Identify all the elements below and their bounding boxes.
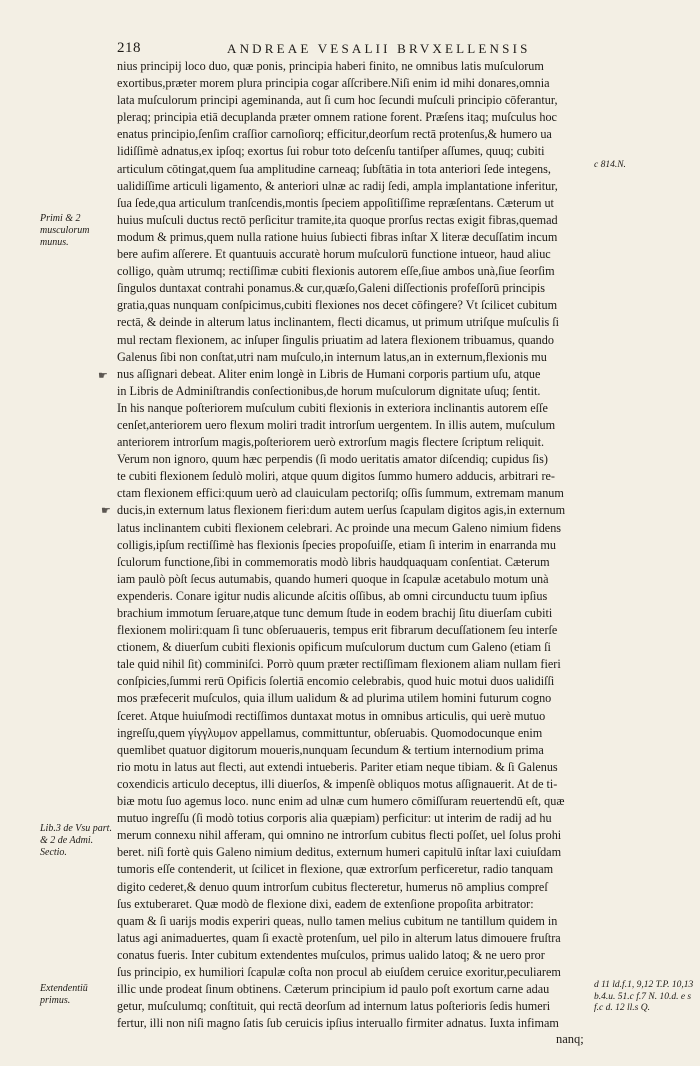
text-line: brachium immotum ſeruare,atque tunc demum ſtude in eodem brachij ſitu diuerſam cubiti: [117, 606, 553, 620]
text-line: merum connexu nihil afferam, qui omnino ne introrſum cubitus flecti poſſet, uel ſolus prohi: [117, 828, 562, 843]
text-line: mul rectam flexionem, ac inſuper ſingulis priuatim ad latera flexionem tribuamus, quando: [117, 332, 554, 347]
text-line: conatus fueris. Inter cubitum extendentes muſculos, primus ualido latoq; & ne uero pror: [117, 947, 545, 962]
text-line: mutuo ingreſſu (ſi modò totius corporis alia quæpiam) perficitur: ut interim de radij ad hu: [117, 811, 552, 826]
text-line: illic unde prodeat ſinum obtinens. Cæterum principium id paulo poſt exortum carne adau: [117, 982, 550, 997]
text-line: bere aufim aſſerere. Et quantuuis accuratè horum muſculorū functione intueor, haud aliuc: [117, 247, 551, 262]
text-line: lidiſſimè adnatus,ex ipſoq; exortus ſui robur toto deſcenſu tantiſper aſſumes, quuq; cubiti: [117, 144, 545, 159]
text-line: colligis,ipſum rectiſſimè has flexionis ſpecies propoſuiſſe, etiam ſi interim in enarranda mu: [117, 537, 556, 552]
manicule-mark: ☛: [98, 370, 108, 382]
text-line: ingreſſu,quem γίγγλυμον appellamus, committuntur, obſeruabis. Quomodocunque enim: [117, 725, 543, 740]
text-line: exortibus,præter morem plura principia cogar aſſcribere.Niſi enim id mihi donares,omnia: [117, 76, 550, 91]
text-line: ctionem, & diuerſum cubiti flexionis opificum muſculorum ductum cum Galeno (etiam ſi: [117, 640, 551, 655]
text-line: gratia,quas nunquam conſpicimus,cubiti flexiones nos decet cōfingere? Vt ſcilicet cubitum: [117, 298, 558, 313]
text-line: biæ motu ſuo agemus loco. nunc enim ad ulnæ cum humero cōmiſſuram reuertendū eſt, quæ: [117, 794, 565, 809]
margin-note: Lib.3 de Vsu part. & 2 de Admi. Sectio.: [40, 823, 112, 858]
text-line: articulum cōtingat,quem ſua amplitudine carneaq; ſubſtātia in tota anteriori ſede integens,: [117, 161, 551, 176]
text-line: ualidiſſime articuli ligamento, & anteriori ulnæ ac radij ſedi, ampla implantatione inferitur,: [117, 178, 558, 193]
text-line: mos præfecerit muſculos, quia illum ualidum & ad plurima utilem homini futurum cogno: [117, 691, 552, 706]
text-line: iam paulò pòſt ſecus autumabis, quando humeri quoque in ſcapulæ acetabulo motum unà: [117, 571, 549, 586]
text-line: lata muſculorum principi ageminanda, aut ſi cum hoc ſecundi muſculi principio cōferantur,: [117, 93, 558, 108]
text-line: expenderis. Conare igitur nudis alicunde aſcitis oſſibus, ab omni circunductu tuum ipſius: [117, 588, 548, 603]
text-line: te cubiti flexionem ſedulò moliri, atque quum digitos ſummo humero adducis, arbitrari re-: [117, 469, 555, 484]
text-line: conſpicies,ſummi rerū Opificis ſolertiā encomio celebrabis, quod huic motui duos ualidiſſi: [117, 674, 555, 689]
text-line: flexionem moliri:quam ſi tunc obſeruaueris, tempus erit fibrarum decuſſationem ſeu interſe: [117, 623, 558, 638]
text-line: Verum non ignoro, quum hæc perpendis (ſi modo ueritatis amator diſcendiq; cupidus ſis): [117, 452, 548, 467]
text-line: nus aſſignari debeat. Aliter enim longè in Libris de Humani corporis partium uſu, atque: [117, 366, 541, 381]
text-line: coxendicis articulo deceptus, illi diuerſos, & impenſè obliquos motus aſſignauerit. At de ti-: [117, 776, 558, 791]
text-line: tale quid nihil ſit) comminiſci. Porrò quum præter rectiſſimam flexionem aliam nullam fieri: [117, 657, 561, 672]
margin-note: d 11 ld.f.1, 9,12 T.P. 10,13 b.4.u. 51.c f.7 N. 10.d. e s f.c d. 12 ll.s Q.: [594, 980, 694, 1013]
text-line: latus inclinantem cubiti flexionem celebrari. Ac proinde una mecum Galeno nimium fidens: [117, 520, 562, 535]
text-line: quam & ſi uarijs modis experiri queas, nullo tamen melius cubitum ne tantillum quidem in: [117, 913, 558, 928]
text-line: colligo, quàm utrumq; rectiſſimæ cubiti flexionis autorem eſſe,ſiue ambos unà,ſiue ſeorſim: [117, 264, 555, 279]
page-header: [117, 40, 587, 60]
text-line: quemlibet quatuor digitorum moueris,nunquam ſecundum & tertium internodium prima: [117, 742, 544, 757]
text-line: nius principij loco duo, quæ ponis, principia haberi finito, ne omnibus latis muſculorum: [117, 59, 544, 73]
text-line: beret. niſi fortè quis Galeno nimium deditus, externum humeri capitulū inſtar laxi cuiuſdam: [117, 845, 562, 860]
text-line: pleraq; principia etiā decuplanda præter omnem ratione forent. Præſens itaq; muſculus hoc: [117, 110, 557, 125]
text-line: ſculorum functione,ſibi in commemoratis modò libris haudquaquam conſentiat. Cæterum: [117, 554, 550, 569]
catchword: nanq;: [556, 1032, 584, 1046]
text-line: rectā, & deinde in alterum latus inclinantem, flecti dicamus, ut primum utriſque muſculis ſi: [117, 315, 560, 330]
running-title: ANDREAE VESALII BRVXELLENSIS: [227, 41, 531, 56]
margin-note: Extendentiū primus.: [40, 983, 88, 1006]
text-line: in Libris de Adminiſtrandis conſectionibus,de horum muſculorum dignitate uſuq; ſentit.: [117, 383, 541, 398]
text-line: tumoris eſſe contenderit, ut ſcilicet in flexione, quæ extrorſum perficeretur, radio tanquam: [117, 862, 554, 877]
text-line: ſus extuberaret. Quæ modò de flexione dixi, eadem de extenſione propoſita arbitrator:: [117, 896, 534, 911]
manicule-mark: ☛: [101, 505, 111, 517]
text-line: anteriorem introrſum magis,poſteriorem uerò extrorſum magis flectere ſcriptum reliquit.: [117, 435, 545, 450]
text-line: ſceret. Atque huiuſmodi rectiſſimos duntaxat motus in omnibus articulis, qui uerè mutuo: [117, 708, 546, 723]
text-line: In his nanque poſteriorem muſculum cubiti flexionis in exteriora inclinantis autorem eſſe: [117, 400, 548, 415]
margin-note: c 814.N.: [594, 160, 626, 170]
text-line: latus agi animaduertes, quam ſi exactè protenſum, uel pilo in alterum latus dimouere fruſtra: [117, 930, 561, 945]
text-line: digito cederet,& denuo quum introrſum cubitus flecteretur, humerus nō amplius compreſ: [117, 879, 548, 894]
text-line: ſingulos duntaxat contrahi ponamus.& cur,quæſo,Galeni diſſectionis profeſſorū principis: [117, 281, 546, 296]
text-line: getur, muſculumq; conſtituit, qui rectā deorſum ad internum latus poſterioris ſedis humeri: [117, 999, 551, 1014]
body-text: [117, 58, 589, 1032]
text-line: ducis,in externum latus flexionem fieri:dum autem uerſus ſcapulam digitos agis,in externum: [117, 503, 566, 518]
text-line: ctam flexionem effici:quum uerò ad clauiculam pectoriſq; oſſis ſummum, extremam manum: [117, 486, 564, 501]
text-line: ſus principio, ex humiliori ſcapulæ coſta non procul ab eiuſdem ceruice exoritur,peculiarem: [117, 964, 561, 979]
text-line: modum & primus,quem nulla ratione huius ſubiecti fibras inſtar X literæ decuſſatim incum: [117, 229, 558, 244]
margin-note: Primi & 2 musculorum munus.: [40, 213, 90, 248]
text-line: fertur, illi non niſi magno ſatis ſub ceruicis ipſius interuallo firmiter adnatus. Iuxta infimam: [117, 1016, 559, 1031]
page-number: 218: [117, 40, 141, 56]
text-line: rio motu in latus aut flecti, aut extendi intueberis. Pariter etiam neque tibiam. & ſi Galenus: [117, 759, 558, 774]
text-line: cenſet,anteriorem uero flexum moliri tradit introrſum uergentem. In illis autem, muſculum: [117, 417, 556, 432]
text-line: huius muſculi ductus rectō perſicitur tramite,ita quoque prorſus rectas exigit fibras,quemad: [117, 212, 558, 227]
text-line: ſua ſede,qua articulum tranſcendis,montis ſpeciem appoſitiſſime repræſentans. Cæterum ut: [117, 195, 554, 210]
text-line: enatus principio,ſenſim craſſior carnoſiorq; efficitur,deorſum rectā protenſus,& humero ua: [117, 127, 552, 142]
text-line: Galenus ſibi non conſtat,utri nam muſculo,in internum latus,an in externum,flexionis mu: [117, 349, 547, 364]
